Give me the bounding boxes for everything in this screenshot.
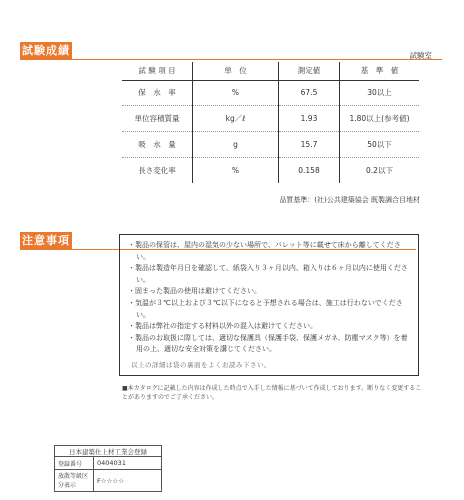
row-value: 15.7 <box>279 132 340 158</box>
table-row <box>122 80 419 106</box>
row-unit: kg／ℓ <box>193 106 279 132</box>
registration-number-label: 登録番号 <box>55 457 94 470</box>
registration-number-value: 0404031 <box>94 457 162 470</box>
results-section-divider <box>72 59 442 60</box>
results-section-title: 試験成績 <box>20 42 72 60</box>
row-value: 67.5 <box>279 80 340 106</box>
notice-item: ・固まった製品の使用は避けてください。 <box>128 287 261 296</box>
row-item: 保 水 率 <box>138 88 176 98</box>
row-unit: % <box>193 157 279 183</box>
notice-item: ・製品は弊社の指定する材料以外の混入は避けてください。 <box>128 322 317 331</box>
row-value: 0.158 <box>279 157 340 183</box>
row-standard: 0.2以下 <box>340 157 420 183</box>
header-unit: 単 位 <box>193 62 279 80</box>
notice-item: ・気温が３℃以上および３℃以下になると予想される場合は、施工は行わないでください。 <box>128 298 403 319</box>
notice-item: ・製品のお取扱に際しては、適切な保護具（保護手袋、保護メガネ、防塵マスク等）を着用の上、適切な安全対策を講じてください。 <box>128 333 408 354</box>
row-value: 1.93 <box>279 106 340 132</box>
row-unit: g <box>193 132 279 158</box>
notice-box <box>119 234 419 376</box>
table-row <box>55 457 162 470</box>
notice-item: ・製品の保管は、屋内の湿気の少ない場所で、パレット等に載せて床から離してください。 <box>128 241 401 261</box>
row-standard: 1.80以上(参考値) <box>340 106 420 132</box>
row-item: 長さ変化率 <box>122 157 193 183</box>
registration-table <box>54 445 162 492</box>
test-results-table <box>122 62 419 183</box>
faded-notice-line: 以上の詳細は袋の裏面をよくお読み下さい。 <box>131 361 271 369</box>
row-item: 吸 水 量 <box>122 132 193 158</box>
table-row <box>122 106 419 132</box>
test-room-label: 試験室 <box>409 51 432 60</box>
row-standard: 30以上 <box>340 80 420 106</box>
header-standard: 基 準 値 <box>340 62 420 80</box>
table-row <box>122 132 419 158</box>
emission-grade-value: F☆☆☆☆ <box>94 470 162 492</box>
row-unit: % <box>193 80 279 106</box>
table-row <box>122 157 419 183</box>
notice-section-title: 注意事項 <box>20 232 72 250</box>
header-measured: 測定値 <box>279 62 340 80</box>
table-header-row <box>122 62 419 80</box>
table-row <box>55 470 162 492</box>
catalog-footnote: ■本カタログに記載した内容は作成した時点で入手した情報に基づいて作成しております。断りなく変更することがありますのでご了承ください。 <box>122 385 422 401</box>
emission-grade-label: 放散等級区分表示 <box>55 470 94 492</box>
registration-title: 日本建築仕上材工業会登録 <box>55 446 162 457</box>
header-test-item: 試 験 項 目 <box>122 62 193 80</box>
row-standard: 50以下 <box>340 132 420 158</box>
quality-standard-note: 品質基準：(社)公共建築協会 既製調合目地材 <box>279 196 420 204</box>
notice-item: ・製品は製造年月日を確認して、紙袋入り３ヶ月以内、箱入りは６ヶ月以内に使用ください。 <box>128 264 408 284</box>
row-item: 単位容積質量 <box>122 106 193 132</box>
